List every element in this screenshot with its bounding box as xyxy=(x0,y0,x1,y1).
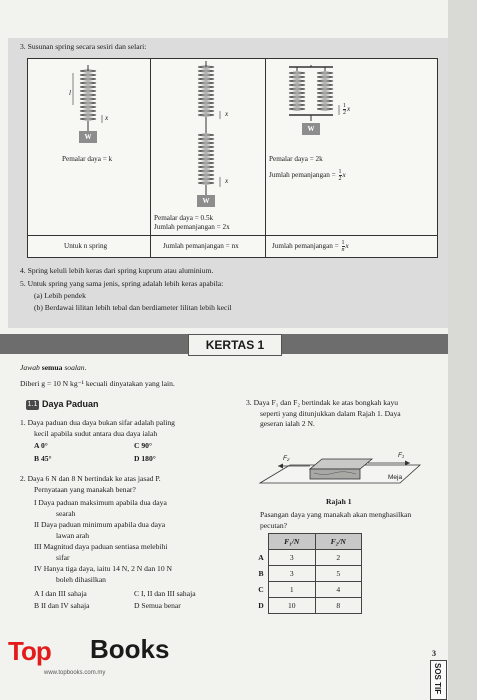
extension-label: x xyxy=(225,177,229,185)
q3-ask-line2: pecutan? xyxy=(260,520,287,530)
bottom-cell-2: Jumlah pemanjangan = nx xyxy=(163,242,239,250)
spring-table xyxy=(27,58,438,258)
table-divider xyxy=(265,59,266,257)
q2-iv-line1: IV Hanya tiga daya, iaitu 14 N, 2 N dan 10 N xyxy=(34,564,172,573)
frac-den: 2 xyxy=(338,176,342,182)
table-row[interactable] xyxy=(254,582,362,598)
jumlah-prefix: Jumlah pemanjangan = xyxy=(269,171,336,180)
pemalar-label: Pemalar daya = 2k xyxy=(269,155,323,163)
q1-stem-line2: kecil apabila sudut antara dua daya ialah xyxy=(34,428,158,438)
q1-option-c[interactable]: C 90° xyxy=(134,441,153,450)
weight-box: W xyxy=(197,195,215,207)
f1-label: F₁ xyxy=(398,452,405,459)
table-row[interactable] xyxy=(254,598,362,614)
q2-statement-iv xyxy=(34,564,172,585)
frac-num: 1 xyxy=(338,169,342,175)
table-divider xyxy=(150,59,151,257)
q1-stem xyxy=(20,418,175,439)
q3-ask-line1: Pasangan daya yang manakah akan menghasilkan xyxy=(260,510,412,519)
series-spring-icon xyxy=(186,61,236,211)
side-tab-label: SOS TIF xyxy=(433,663,442,695)
q2-option-c[interactable]: C I, II dan III sahaja xyxy=(134,589,196,598)
q1-option-b[interactable]: B 45° xyxy=(34,454,52,463)
q3-stem xyxy=(246,398,401,430)
q3-stem-line1: 3. Daya F₁ dan F₂ bertindak ke atas bongkah kayu xyxy=(246,398,399,407)
q5-text: 5. Untuk spring yang sama jenis, spring adalah lebih keras apabila: xyxy=(20,279,224,288)
jawab-text: Jawab xyxy=(20,363,40,372)
logo-top-text: Top xyxy=(8,636,51,666)
q1-option-a[interactable]: A 0° xyxy=(34,441,48,450)
q2-stem xyxy=(20,474,161,495)
cell-f2: 5 xyxy=(315,566,362,582)
pemalar-label: Pemalar daya = 0.5k xyxy=(154,214,214,222)
figure-caption: Rajah 1 xyxy=(326,497,352,506)
cell-f1: 3 xyxy=(269,566,316,582)
bottom-prefix: Jumlah pemanjangan = xyxy=(272,242,339,251)
cell-f1: 3 xyxy=(269,550,316,566)
frac-den: n xyxy=(341,247,345,253)
q2-option-b[interactable]: B II dan IV sahaja xyxy=(34,601,90,610)
extension-label: x xyxy=(105,114,109,122)
frac-num: 1 xyxy=(343,103,346,109)
side-tab xyxy=(430,660,447,700)
cell-f2: 2 xyxy=(315,550,362,566)
page-number: 3 xyxy=(432,649,436,658)
cell-f1: 1 xyxy=(269,582,316,598)
section-tag: 1.1 xyxy=(27,401,38,408)
pemalar-label: Pemalar daya = k xyxy=(62,155,113,163)
q2-i-line2: searah xyxy=(56,508,76,518)
bottom-suffix: x xyxy=(345,242,349,251)
q5b-text: (b) Berdawai lilitan lebih tebal dan berdiameter lilitan lebih kecil xyxy=(34,303,232,312)
f2-label: F₂ xyxy=(283,455,290,462)
cell-f2: 4 xyxy=(315,582,362,598)
q2-i-line1: I Daya paduan maksimum apabila dua daya xyxy=(34,498,167,507)
instruction-jawab xyxy=(20,363,86,373)
topbooks-logo xyxy=(4,628,204,684)
table-header-row xyxy=(254,534,362,550)
q3-stem-line3: geseran ialah 2 N. xyxy=(260,419,315,428)
q2-ii-line1: II Daya paduan minimum apabila dua daya xyxy=(34,520,166,529)
q3-stem-line2: seperti yang ditunjukkan dalam Rajah 1. Daya xyxy=(260,408,401,418)
extension-label: x xyxy=(347,105,351,114)
bottom-cell-1: Untuk n spring xyxy=(64,242,108,250)
q2-iii-line2: sifar xyxy=(56,552,70,562)
length-label: l xyxy=(69,89,71,97)
q2-iv-line2: boleh dihasilkan xyxy=(56,574,106,584)
frac-num: 1 xyxy=(341,240,345,246)
q2-option-d[interactable]: D Semua benar xyxy=(134,601,181,610)
jumlah-suffix: x xyxy=(342,171,346,180)
table-row[interactable] xyxy=(254,566,362,582)
page-edge xyxy=(448,0,477,700)
q2-option-a[interactable]: A I dan III sahaja xyxy=(34,589,87,598)
q2-statement-iii xyxy=(34,542,167,563)
row-label: B xyxy=(258,569,264,578)
q1-option-d[interactable]: D 180° xyxy=(134,454,156,463)
table-divider xyxy=(28,235,437,236)
row-label: C xyxy=(258,585,264,594)
q3-ask xyxy=(260,510,411,531)
header-f1: F₁/N xyxy=(269,534,316,550)
q1-stem-line1: 1. Daya paduan dua daya bukan sifar adalah paling xyxy=(20,418,175,427)
header-f2: F₂/N xyxy=(315,534,362,550)
semua-text: semua xyxy=(41,363,63,372)
q2-ii-line2: lawan arah xyxy=(56,530,90,540)
q2-statement-ii xyxy=(34,520,165,541)
q2-iii-line1: III Magnitud daya paduan sentiasa melebihi xyxy=(34,542,168,551)
block-on-table-diagram xyxy=(250,435,430,495)
jumlah-label: Jumlah pemanjangan = 2x xyxy=(154,223,230,231)
weight-box: W xyxy=(302,123,320,135)
logo-books-text: Books xyxy=(90,634,170,664)
q3-spring-title: 3. Susunan spring secara sesiri dan selari: xyxy=(20,42,147,51)
force-table xyxy=(254,533,362,614)
row-label: D xyxy=(258,601,264,610)
table-row[interactable] xyxy=(254,550,362,566)
soalan-text: soalan. xyxy=(64,363,87,372)
q2-stem-line2: Pernyataan yang manakah benar? xyxy=(34,484,136,494)
extension-label: x xyxy=(225,110,229,118)
jumlah-label xyxy=(269,169,346,182)
logo-url-text: www.topbooks.com.my xyxy=(44,670,106,676)
kertas-heading: KERTAS 1 xyxy=(188,334,282,356)
q5a-text: (a) Lebih pendek xyxy=(34,291,86,300)
section-title: Daya Paduan xyxy=(42,399,99,409)
q2-stem-line1: 2. Daya 6 N dan 8 N bertindak ke atas jasad P. xyxy=(20,474,161,483)
meja-label: Meja xyxy=(388,474,403,481)
row-label: A xyxy=(258,553,264,562)
half-extension-label xyxy=(342,103,350,116)
instruction-diberi: Diberi g = 10 N kg⁻¹ kecuali dinyatakan yang lain. xyxy=(20,379,175,388)
cell-f2: 8 xyxy=(315,598,362,614)
header-spacer xyxy=(254,534,269,550)
cell-f1: 10 xyxy=(269,598,316,614)
frac-den: 2 xyxy=(343,110,346,116)
bottom-cell-3 xyxy=(272,240,349,253)
weight-box: W xyxy=(79,131,97,143)
q2-statement-i xyxy=(34,498,167,519)
q4-text: 4. Spring keluli lebih keras dari spring kuprum atau aluminium. xyxy=(20,266,214,275)
